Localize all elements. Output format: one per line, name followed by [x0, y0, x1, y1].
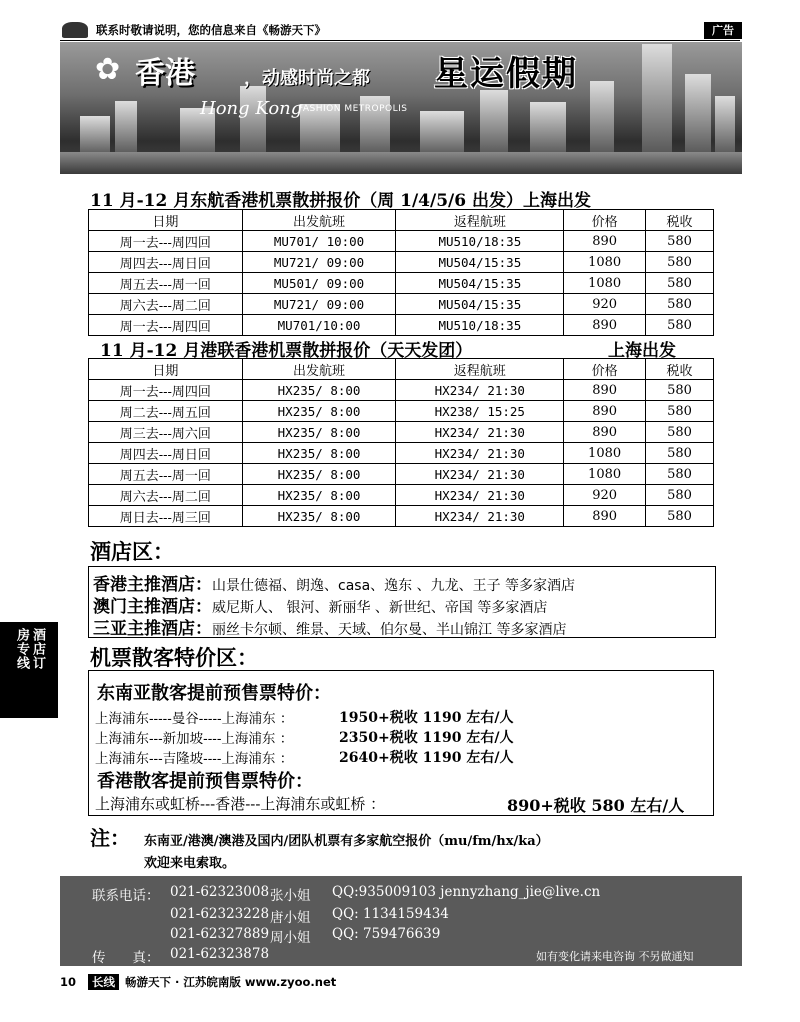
- tax-cell: 580: [646, 380, 714, 401]
- outbound-cell: HX235/ 8:00: [242, 422, 396, 443]
- hotel-label: 澳门主推酒店：: [93, 597, 212, 617]
- return-cell: MU504/15:35: [396, 252, 564, 273]
- price-cell: 890: [564, 315, 646, 336]
- table-row: [89, 252, 714, 273]
- date-cell: 周六去---周二回: [89, 485, 243, 506]
- outbound-cell: HX235/ 8:00: [242, 485, 396, 506]
- outbound-cell: HX235/ 8:00: [242, 380, 396, 401]
- price-cell: 890: [564, 380, 646, 401]
- price-cell: 1080: [564, 252, 646, 273]
- banner-english-subtitle: FASHION METROPOLIS: [298, 104, 408, 114]
- fax: 021-62323878: [170, 946, 270, 962]
- date-cell: 周一去---周四回: [89, 315, 243, 336]
- table-row: [89, 315, 714, 336]
- tax-cell: 580: [646, 294, 714, 315]
- return-cell: MU510/18:35: [396, 315, 564, 336]
- route: 上海浦东---吉隆坡----上海浦东 ：: [95, 751, 294, 767]
- tax-cell: 580: [646, 422, 714, 443]
- disclaimer: 如有变化请来电咨询 不另做通知: [536, 950, 694, 963]
- return-cell: HX234/ 21:30: [396, 485, 564, 506]
- return-cell: HX234/ 21:30: [396, 443, 564, 464]
- outbound-cell: HX235/ 8:00: [242, 401, 396, 422]
- ad-tag: 广告: [704, 22, 742, 39]
- date-cell: 周日去---周三回: [89, 506, 243, 527]
- banner-title: 香港: [135, 56, 195, 91]
- tax-cell: 580: [646, 315, 714, 336]
- tax-cell: 580: [646, 273, 714, 294]
- phone: 021-62327889: [170, 926, 270, 942]
- return-cell: HX234/ 21:30: [396, 506, 564, 527]
- page-number: 10: [60, 975, 77, 989]
- hotel-list: 威尼斯人、 银河、新丽华 、新世纪、帝国 等多家酒店: [212, 600, 548, 616]
- col-return: 返程航班: [396, 210, 564, 231]
- outbound-cell: HX235/ 8:00: [242, 506, 396, 527]
- table-row: [89, 485, 714, 506]
- tax-cell: 580: [646, 252, 714, 273]
- sea-title: 东南亚散客提前预售票特价：: [97, 683, 331, 704]
- return-cell: MU504/15:35: [396, 273, 564, 294]
- hotel-heading: 酒店区：: [90, 540, 174, 564]
- table-row: [89, 422, 714, 443]
- tax-cell: 580: [646, 464, 714, 485]
- contact-qq: QQ:935009103 jennyzhang_jie@live.cn: [332, 884, 601, 900]
- price-cell: 1080: [564, 273, 646, 294]
- side-tab-col2: 房专线: [14, 628, 29, 670]
- hk-title: 香港散客提前预售票特价：: [97, 771, 313, 792]
- table2-title: 11 月-12 月港联香港机票散拼报价（天天发团）: [100, 341, 473, 361]
- col-tax: 税收: [646, 210, 714, 231]
- col-outbound: 出发航班: [242, 359, 396, 380]
- table-row: [89, 380, 714, 401]
- table-row: [89, 294, 714, 315]
- hk-airlines-table: [88, 358, 714, 527]
- hotel-box: [88, 566, 716, 638]
- date-cell: 周二去---周五回: [89, 401, 243, 422]
- return-cell: HX234/ 21:30: [396, 422, 564, 443]
- publication: 畅游天下 · 江苏皖南版 www.zyoo.net: [125, 975, 337, 989]
- return-cell: HX238/ 15:25: [396, 401, 564, 422]
- eastern-airlines-table: [88, 209, 714, 336]
- banner-slogan: ，动感时尚之都: [244, 68, 370, 89]
- date-cell: 周一去---周四回: [89, 380, 243, 401]
- outbound-cell: MU701/ 10:00: [242, 231, 396, 252]
- note-line2: 欢迎来电索取。: [144, 856, 236, 871]
- price-cell: 1080: [564, 464, 646, 485]
- col-price: 价格: [564, 210, 646, 231]
- table1-title: 11 月-12 月东航香港机票散拼报价（周 1/4/5/6 出发）上海出发: [90, 191, 591, 211]
- table-row: [89, 506, 714, 527]
- route: 上海浦东---新加坡----上海浦东 ：: [95, 731, 294, 747]
- magazine-logo: [62, 22, 88, 38]
- price-cell: 1080: [564, 443, 646, 464]
- contact-name: 张小姐: [270, 888, 311, 904]
- banner-english-title: Hong Kong: [200, 98, 303, 119]
- hotel-label: 三亚主推酒店：: [93, 619, 212, 639]
- tax-cell: 580: [646, 231, 714, 252]
- outbound-cell: MU721/ 09:00: [242, 252, 396, 273]
- price-cell: 920: [564, 294, 646, 315]
- table-row: [89, 443, 714, 464]
- date-cell: 周五去---周一回: [89, 464, 243, 485]
- return-cell: MU504/15:35: [396, 294, 564, 315]
- contact-qq: QQ: 759476639: [332, 926, 441, 942]
- outbound-cell: MU501/ 09:00: [242, 273, 396, 294]
- price-cell: 890: [564, 231, 646, 252]
- source-note: 联系时敬请说明，您的信息来自《畅游天下》: [96, 23, 326, 37]
- phone: 021-62323008: [170, 884, 270, 900]
- outbound-cell: MU721/ 09:00: [242, 294, 396, 315]
- date-cell: 周四去---周日回: [89, 252, 243, 273]
- return-cell: HX234/ 21:30: [396, 464, 564, 485]
- sea-row: [95, 747, 514, 767]
- table-header-row: [89, 359, 714, 380]
- outbound-cell: MU701/10:00: [242, 315, 396, 336]
- price-cell: 890: [564, 401, 646, 422]
- tickets-box: [88, 670, 714, 816]
- contact-box: [60, 876, 742, 966]
- phone: 021-62323228: [170, 906, 270, 922]
- table-row: [89, 464, 714, 485]
- table2-title-right: 上海出发: [608, 341, 676, 361]
- note-label: 注：: [90, 826, 130, 850]
- phone-label: 联系电话：: [92, 888, 160, 904]
- date-cell: 周一去---周四回: [89, 231, 243, 252]
- route: 上海浦东-----曼谷-----上海浦东 ：: [95, 711, 294, 727]
- price-cell: 890: [564, 506, 646, 527]
- contact-name: 唐小姐: [270, 910, 311, 926]
- section-badge: 长线: [88, 974, 119, 990]
- note-line1: 东南亚/港澳/澳港及国内/团队机票有多家航空报价（mu/fm/hx/ka）: [144, 834, 549, 849]
- hotel-list: 山景仕德福、朗逸、casa、逸东 、九龙、王子 等多家酒店: [212, 578, 576, 594]
- col-date: 日期: [89, 210, 243, 231]
- tax-cell: 580: [646, 401, 714, 422]
- hotel-list: 丽丝卡尔顿、维景、天域、伯尔曼、半山锦江 等多家酒店: [212, 622, 567, 638]
- contact-name: 周小姐: [270, 930, 311, 946]
- return-cell: MU510/18:35: [396, 231, 564, 252]
- date-cell: 周六去---周二回: [89, 294, 243, 315]
- side-tab-col1: 酒店订: [30, 628, 45, 670]
- page-footer: [60, 974, 336, 990]
- tax-cell: 580: [646, 506, 714, 527]
- tax-cell: 580: [646, 485, 714, 506]
- table-row: [89, 401, 714, 422]
- table-row: [89, 273, 714, 294]
- banner-main-title: 星运假期: [434, 54, 578, 94]
- price: 2640+税收 1190 左右/人: [339, 750, 514, 766]
- hotel-label: 香港主推酒店：: [93, 575, 212, 595]
- route: 上海浦东或虹桥---香港---上海浦东或虹桥 ：: [95, 795, 386, 813]
- price: 2350+税收 1190 左右/人: [339, 730, 514, 746]
- date-cell: 周四去---周日回: [89, 443, 243, 464]
- hk-row: [95, 793, 685, 815]
- date-cell: 周三去---周六回: [89, 422, 243, 443]
- outbound-cell: HX235/ 8:00: [242, 443, 396, 464]
- col-outbound: 出发航班: [242, 210, 396, 231]
- table-header-row: [89, 210, 714, 231]
- bauhinia-icon: ✿: [95, 52, 121, 87]
- table-row: [89, 231, 714, 252]
- fax-label: 传 真：: [92, 950, 160, 966]
- tax-cell: 580: [646, 443, 714, 464]
- col-price: 价格: [564, 359, 646, 380]
- price-cell: 890: [564, 422, 646, 443]
- col-return: 返程航班: [396, 359, 564, 380]
- contact-qq: QQ: 1134159434: [332, 906, 449, 922]
- price: 1950+税收 1190 左右/人: [339, 710, 514, 726]
- col-date: 日期: [89, 359, 243, 380]
- return-cell: HX234/ 21:30: [396, 380, 564, 401]
- sea-row: [95, 707, 514, 727]
- price-cell: 920: [564, 485, 646, 506]
- hotel-row-sanya: [93, 614, 566, 639]
- col-tax: 税收: [646, 359, 714, 380]
- hotel-hotline-side-tab: [0, 622, 58, 718]
- sea-row: [95, 727, 514, 747]
- price: 890+税收 580 左右/人: [507, 796, 685, 815]
- date-cell: 周五去---周一回: [89, 273, 243, 294]
- tickets-heading: 机票散客特价区：: [90, 646, 258, 670]
- outbound-cell: HX235/ 8:00: [242, 464, 396, 485]
